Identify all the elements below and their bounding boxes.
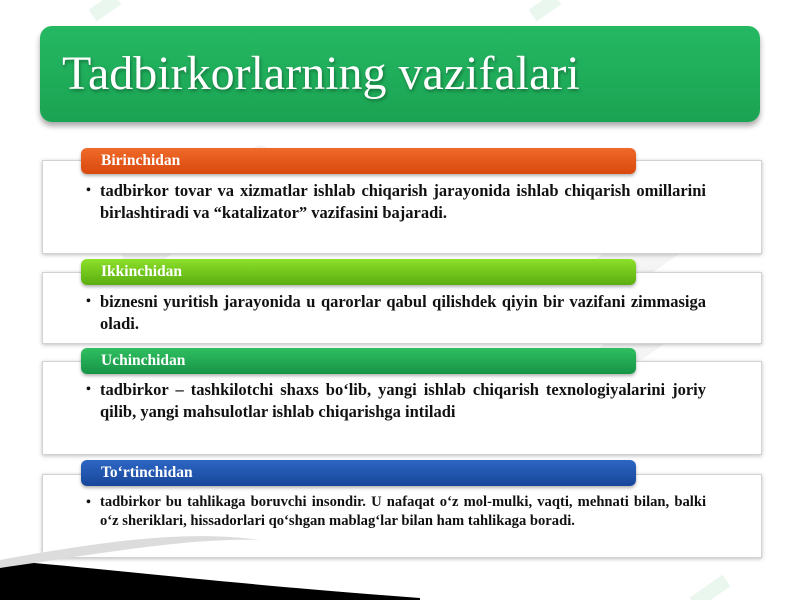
bullet-text: tadbirkor – tashkilotchi shaxs bo‘lib, yangi ishlab chiqarish texnologiyalarini joriy qilib, yangi mahsulotlar ishlab chiqarishga intiladi bbox=[100, 380, 706, 421]
bullet-icon: • bbox=[86, 382, 91, 397]
section-label-3: Uchinchidan bbox=[81, 348, 636, 374]
bullet-text: tadbirkor tovar va xizmatlar ishlab chiqarish jarayonida ishlab chiqarish omillarini birlashtiradi va “katalizator” vazifasini bajaradi. bbox=[100, 181, 706, 222]
section-label-4: To‘rtinchidan bbox=[81, 460, 636, 486]
bullet-text: tadbirkor bu tahlikaga boruvchi insondir. U nafaqat o‘z mol-mulki, vaqti, mehnati bilan, balki o‘z sheriklari, hissadorlari qo‘shgan mablag‘lar bilan ham tahlikaga boradi. bbox=[100, 494, 706, 529]
bullet-icon: • bbox=[86, 294, 91, 309]
section-label-1: Birinchidan bbox=[81, 148, 636, 174]
slide-title: Tadbirkorlarning vazifalari bbox=[62, 47, 580, 100]
section-text-4 bbox=[86, 493, 706, 531]
section-text-3 bbox=[86, 379, 706, 423]
bullet-text: biznesni yuritish jarayonida u qarorlar qabul qilishdek qiyin bir vazifani zimmasiga oladi. bbox=[100, 292, 706, 333]
section-text-1 bbox=[86, 180, 706, 224]
bullet-icon: • bbox=[86, 183, 91, 198]
bullet-icon: • bbox=[86, 495, 91, 510]
section-text-2 bbox=[86, 291, 706, 335]
title-banner bbox=[40, 26, 760, 122]
section-label-2: Ikkinchidan bbox=[81, 259, 636, 285]
